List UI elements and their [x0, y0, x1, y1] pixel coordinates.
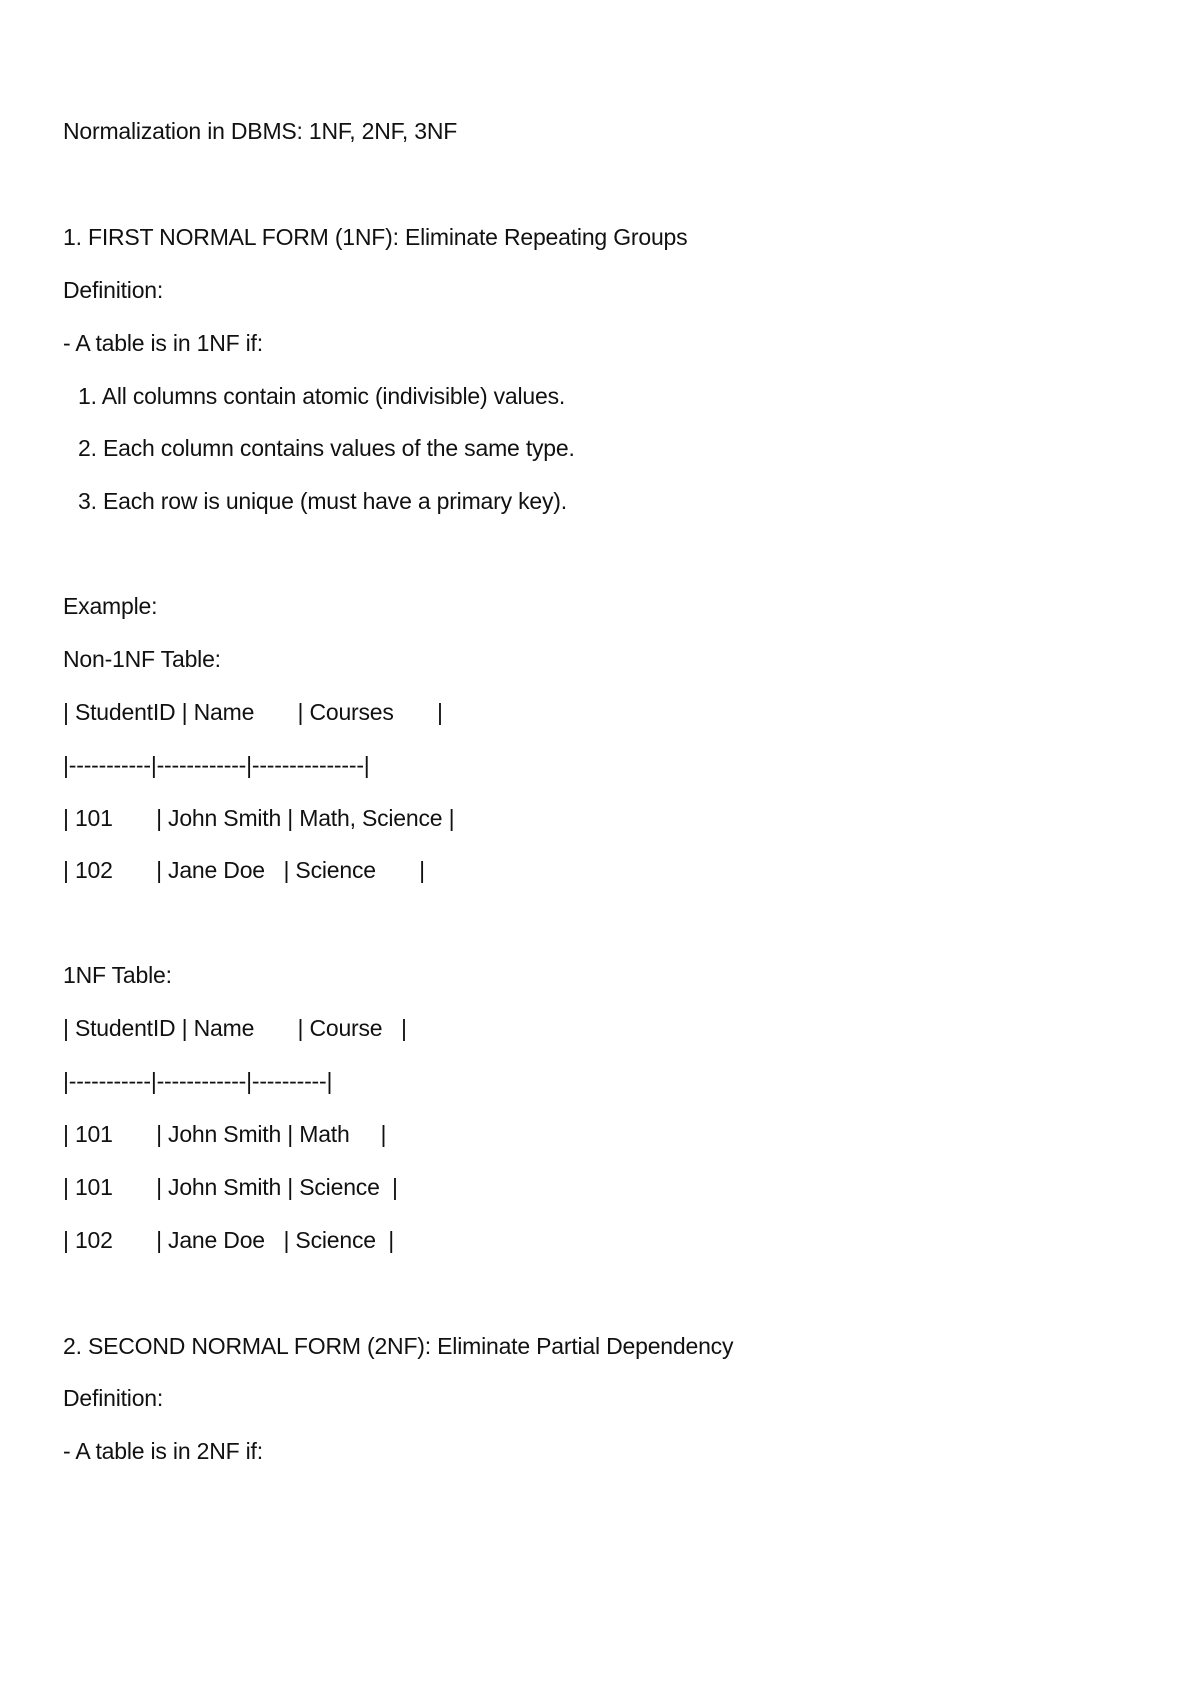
- non-1nf-table-row: | 102 | Jane Doe | Science |: [63, 857, 425, 883]
- 1nf-table-row: | 101 | John Smith | Science |: [63, 1174, 398, 1200]
- 1nf-table-row: | 101 | John Smith | Math |: [63, 1121, 387, 1147]
- section-1nf-rule-1: 1. All columns contain atomic (indivisible) values.: [78, 383, 566, 409]
- section-1nf-definition-label: Definition:: [63, 277, 164, 303]
- non-1nf-table-header: | StudentID | Name | Courses |: [63, 699, 443, 725]
- section-1nf-rule-intro: - A table is in 1NF if:: [63, 330, 263, 356]
- 1nf-table-header: | StudentID | Name | Course |: [63, 1015, 407, 1041]
- section-1nf-heading: 1. FIRST NORMAL FORM (1NF): Eliminate Repeating Groups: [63, 224, 688, 250]
- section-2nf-rule-intro: - A table is in 2NF if:: [63, 1438, 263, 1464]
- non-1nf-table-label: Non-1NF Table:: [63, 646, 221, 672]
- 1nf-table-row: | 102 | Jane Doe | Science |: [63, 1227, 395, 1253]
- example-label: Example:: [63, 593, 158, 619]
- 1nf-table-separator: |-----------|------------|----------|: [63, 1068, 333, 1094]
- section-2nf-definition-label: Definition:: [63, 1385, 164, 1411]
- 1nf-table-label: 1NF Table:: [63, 962, 172, 988]
- section-1nf-rule-2: 2. Each column contains values of the same type.: [78, 435, 575, 461]
- section-1nf-rule-3: 3. Each row is unique (must have a primary key).: [78, 488, 567, 514]
- section-2nf-heading: 2. SECOND NORMAL FORM (2NF): Eliminate Partial Dependency: [63, 1333, 734, 1359]
- document-title: Normalization in DBMS: 1NF, 2NF, 3NF: [63, 118, 458, 144]
- non-1nf-table-separator: |-----------|------------|---------------|: [63, 752, 370, 778]
- non-1nf-table-row: | 101 | John Smith | Math, Science |: [63, 805, 455, 831]
